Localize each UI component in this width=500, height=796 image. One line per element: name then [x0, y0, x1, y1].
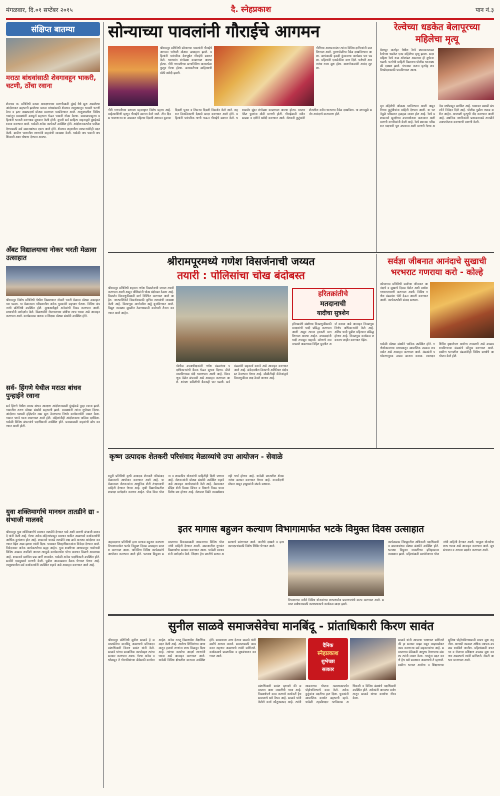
- badge-line-3: शुभेच्छा: [321, 659, 335, 665]
- obc-body-1: [108, 540, 284, 610]
- box-line-1: हरितक्रांतीचे: [318, 290, 348, 298]
- photo-aarti: [430, 282, 494, 338]
- farmers-body: [108, 474, 284, 522]
- rule-3: [108, 614, 494, 616]
- brief-banner-label: संक्षिप्त बातम्या: [31, 25, 75, 34]
- election-box: [292, 288, 374, 320]
- story3-title: सर्व- हिंगणे येथील मराठा बांधव पुन्हाईने रवाना: [6, 384, 82, 400]
- photo-job-fair: [6, 266, 100, 296]
- badge-line-4: सत्कार: [322, 667, 334, 673]
- obc-body-2: [388, 540, 494, 610]
- header-rule: [6, 18, 494, 20]
- sarvadnya-title: सर्वज्ञा जीबनात आनंदाचे सुखाची भरभराट गणराया करो - कोल्हे: [387, 256, 487, 277]
- box-line-2: मतदानाची: [320, 300, 346, 308]
- column-divider-right-2: [376, 254, 377, 448]
- brief-banner: [6, 22, 100, 36]
- ganesh-body-2: [176, 364, 288, 446]
- election-body: [292, 322, 374, 446]
- header-bar: [6, 4, 494, 18]
- gauri-body-1: [160, 46, 212, 106]
- photo-gauri-idols: [108, 46, 158, 106]
- photo-ganesh-meeting: [176, 286, 288, 362]
- photo-felicitation-1: [258, 638, 306, 680]
- story3-body: [6, 404, 100, 504]
- greeting-badge: [308, 638, 348, 680]
- page-number: पान नं.३: [475, 7, 494, 14]
- story4-title: युवा शक्तिमार्गाचे मानधन तातडीने द्या - संभाजी मालवदे: [6, 508, 100, 524]
- story1-body: [6, 102, 100, 242]
- obc-body-3: [288, 598, 384, 612]
- issue-date: मंगळवार, दि.०१ सप्टेंबर २०१५: [6, 7, 73, 14]
- story2-body: [6, 298, 100, 380]
- photo-rail-victim: [438, 48, 494, 100]
- badge-line-2: स्नेहप्रकाश: [317, 651, 339, 657]
- bottom-body-2: [258, 684, 396, 788]
- photo-gauri-decor: [214, 46, 314, 106]
- ganesh-body-1: [108, 286, 174, 446]
- badge-line-1: दैनिक: [322, 643, 334, 649]
- rule-1: [108, 252, 494, 253]
- ganesh-title-1: श्रीरामपूरमध्ये गणेश विसर्जनाची जय्यत: [167, 256, 315, 268]
- gauri-body-2: [316, 46, 372, 106]
- column-divider-right: [376, 22, 377, 252]
- story4-body: [6, 530, 100, 786]
- main-headline: सोन्याच्या पावलांनी गौराईचे आगमन: [108, 22, 320, 41]
- rail-body-2: [380, 104, 494, 250]
- bottom-body-3: [398, 638, 494, 788]
- rule-2: [108, 448, 494, 449]
- bottom-headline: सुनील साळवे समाजसेवेचा मानबिंदू - प्रांताधिकारी किरण सावंत: [168, 619, 434, 633]
- gauri-body-3: [108, 108, 372, 250]
- bottom-body-1: [108, 638, 256, 788]
- box-line-3: यादीचा सुत्रशेन: [316, 310, 349, 317]
- rail-title: रेल्वेच्या धडकेत बेलापूरच्या महिलेचा मृत्यू: [394, 23, 480, 45]
- sarvadnya-body-2: [380, 342, 494, 446]
- story2-title: अँबट विद्यालयाचा नोकर भरती मेळावा उत्साहात: [6, 246, 97, 262]
- column-divider-left: [103, 22, 104, 788]
- masthead: दै. स्नेहप्रकाश: [230, 5, 272, 14]
- ganesh-title-2: तयारी : पोलिसांचा चोख बंदोबस्त: [177, 270, 305, 282]
- sarvadnya-body-1: [380, 282, 428, 342]
- photo-bread-donation: [6, 38, 100, 72]
- farmers-title: कृष्ण उत्पादक शेतकरी परिसंवाद मेळाव्यांचे उपा आयोजन - सेवाळे: [109, 452, 283, 461]
- photo-obc-event: [288, 540, 384, 596]
- obc-title: इतर मागास बहुजन कल्याण विभागामार्फत भटके विमुक्त दिवस उत्साहात: [178, 524, 424, 535]
- photo-felicitation-2: [350, 638, 396, 680]
- story1-title: मराठा बांधवांसाठी शेवगावहून भाकरी, चटणी, ठोंचा रवाना: [6, 74, 97, 90]
